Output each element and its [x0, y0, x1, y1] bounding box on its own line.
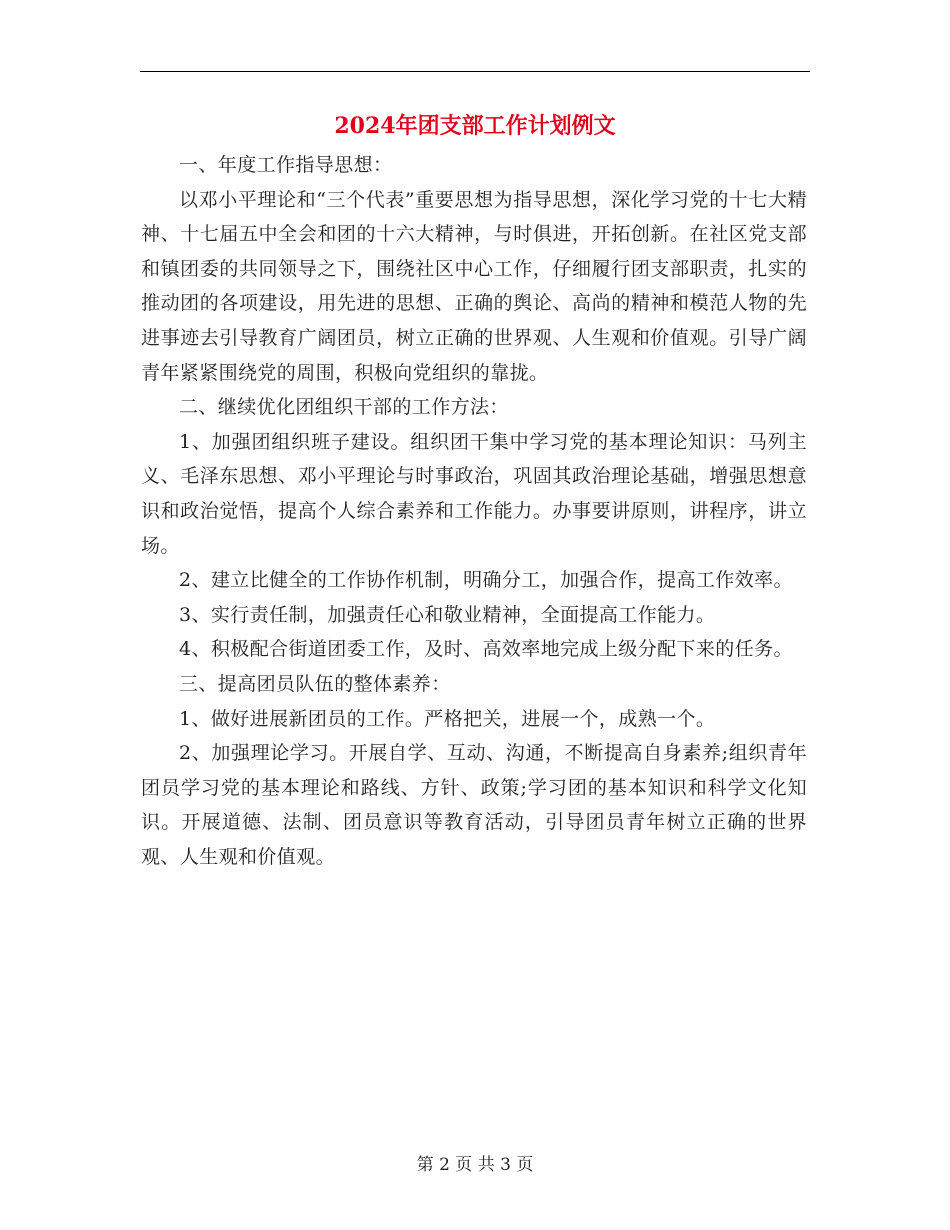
list-item: 1、加强团组织班子建设。组织团干集中学习党的基本理论知识：马列主义、毛泽东思想、邓小平理论与时事政治，巩固其政治理论基础，增强思想意识和政治觉悟，提高个人综合素养和工作能力。办事要讲原则，讲程序，讲立场。	[141, 430, 807, 557]
body-paragraph: 以邓小平理论和“三个代表”重要思想为指导思想，深化学习党的十七大精神、十七届五中全会和团的十六大精神，与时俱进，开拓创新。在社区党支部和镇团委的共同领导之下，围绕社区中心工作，仔细履行团支部职责，扎实的推动团的各项建设，用先进的思想、正确的舆论、高尚的精神和模范人物的先进事迹去引导教育广阔团员，树立正确的世界观、人生观和价值观。引导广阔青年紧紧围绕党的周围，积极向党组织的靠拢。	[141, 188, 807, 384]
section-heading-3: 三、提高团员队伍的整体素养：	[179, 672, 451, 695]
section-heading-1: 一、年度工作指导思想：	[179, 154, 393, 176]
page-number-footer: 第 2 页 共 3 页	[416, 1155, 534, 1175]
list-item: 3、实行责任制，加强责任心和敬业精神，全面提高工作能力。	[179, 603, 716, 626]
list-item: 1、做好进展新团员的工作。严格把关，进展一个，成熟一个。	[179, 707, 716, 730]
list-item: 2、建立比健全的工作协作机制，明确分工，加强合作，提高工作效率。	[179, 569, 793, 592]
header-rule	[140, 71, 810, 72]
section-heading-2: 二、继续优化团组织干部的工作方法：	[179, 396, 509, 419]
list-item: 4、积极配合街道团委工作，及时、高效率地完成上级分配下来的任务。	[179, 638, 793, 661]
document-body	[141, 148, 807, 874]
list-item: 2、加强理论学习。开展自学、互动、沟通，不断提高自身素养;组织青年团员学习党的基本理论和路线、方针、政策;学习团的基本知识和科学文化知识。开展道德、法制、团员意识等教育活动，引导团员青年树立正确的世界观、人生观和价值观。	[141, 742, 807, 868]
document-title: 2024年团支部工作计划例文	[334, 113, 616, 139]
